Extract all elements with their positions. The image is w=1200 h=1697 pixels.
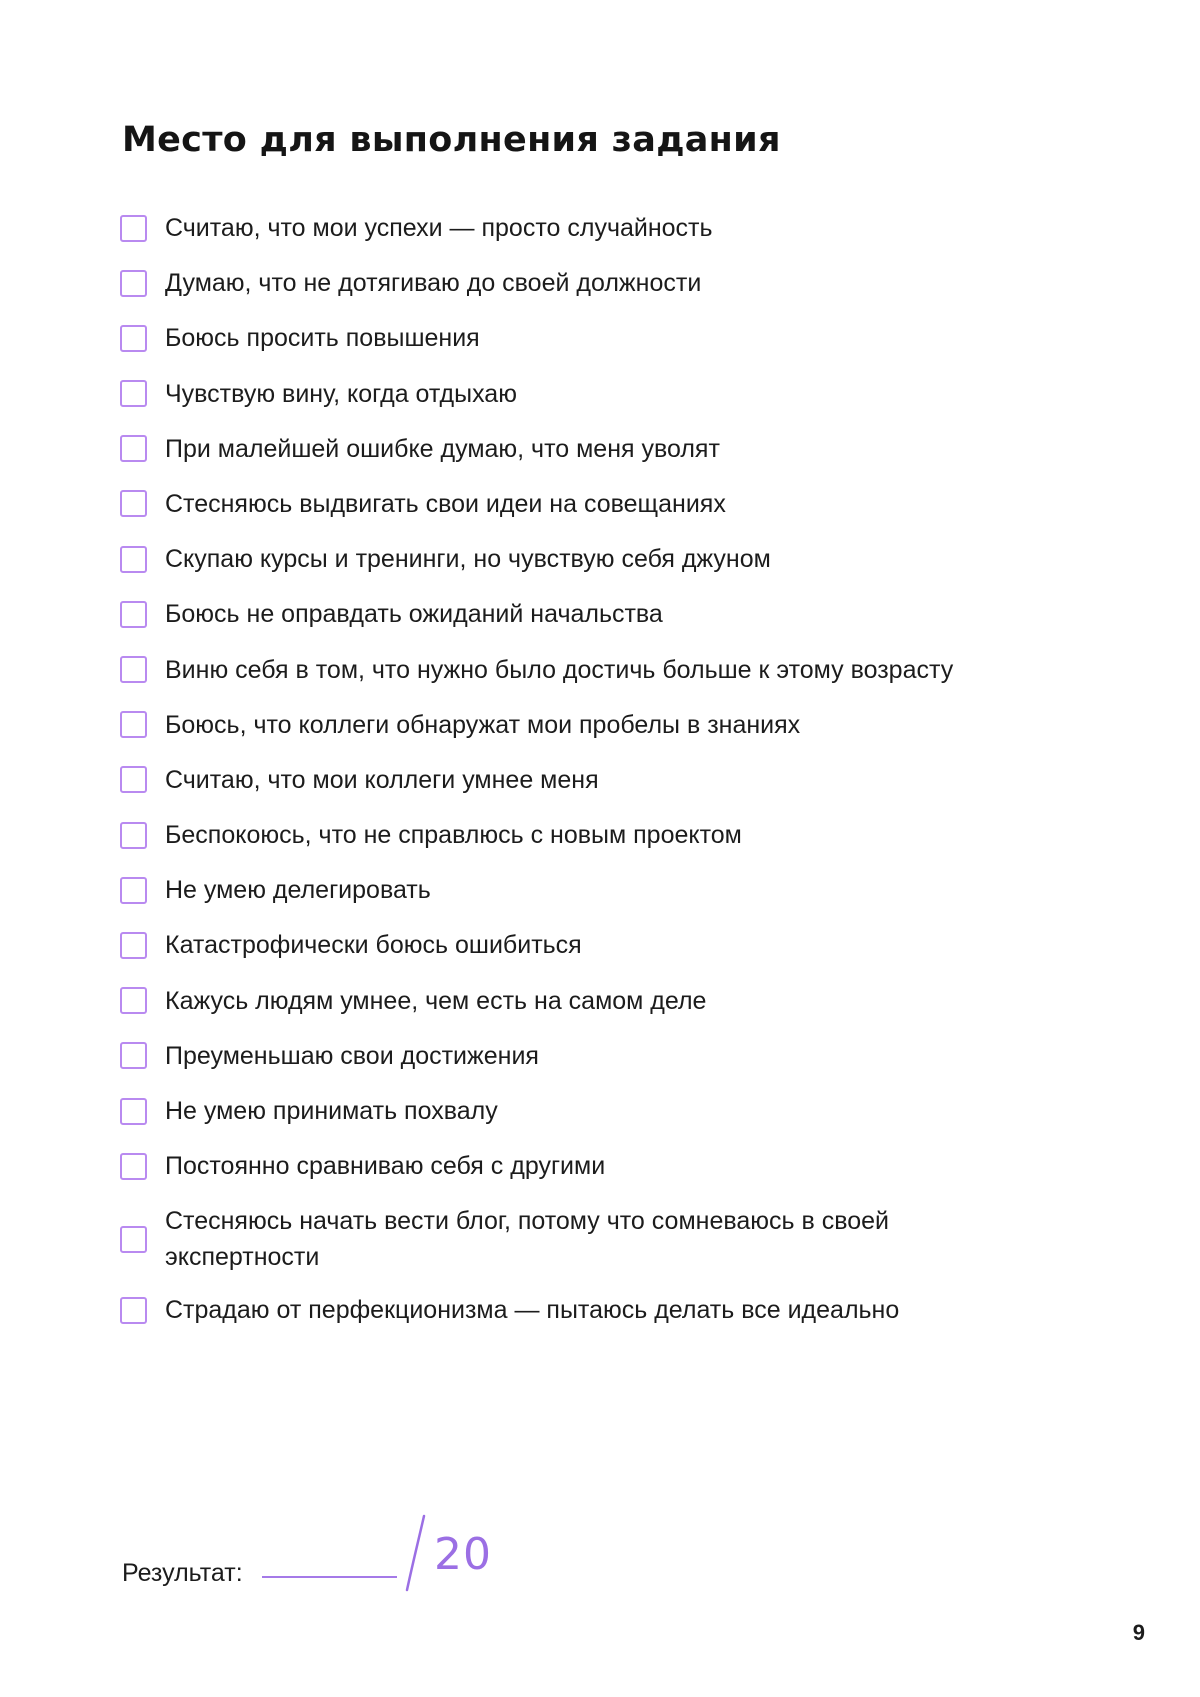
checkbox[interactable] bbox=[120, 656, 147, 683]
checkbox[interactable] bbox=[120, 270, 147, 297]
result-input-line[interactable] bbox=[262, 1576, 397, 1578]
checkbox[interactable] bbox=[120, 1153, 147, 1180]
checkbox[interactable] bbox=[120, 1098, 147, 1125]
page-title: Место для выполнения задания bbox=[122, 120, 781, 160]
checklist-item-label: Боюсь, что коллеги обнаружат мои пробелы в знаниях bbox=[165, 710, 801, 739]
checklist-item-label: Страдаю от перфекционизма — пытаюсь делать все идеально bbox=[165, 1296, 900, 1325]
checklist-item-label: Преуменьшаю свои достижения bbox=[165, 1041, 539, 1070]
checklist-item-label: Катастрофически боюсь ошибиться bbox=[165, 931, 582, 960]
checkbox[interactable] bbox=[120, 822, 147, 849]
checklist-item[interactable] bbox=[120, 652, 1080, 688]
checklist-item[interactable] bbox=[120, 983, 1080, 1019]
checklist-item-label: При малейшей ошибке думаю, что меня уволят bbox=[165, 434, 720, 463]
checkbox[interactable] bbox=[120, 380, 147, 407]
checklist-item-label: Считаю, что мои коллеги умнее меня bbox=[165, 765, 599, 794]
checkbox[interactable] bbox=[120, 546, 147, 573]
checklist-item-label: Боюсь просить повышения bbox=[165, 324, 480, 353]
checklist-item-label: Стесняюсь выдвигать свои идеи на совещаниях bbox=[165, 489, 726, 518]
result-score bbox=[398, 1510, 518, 1600]
checklist-item-label: Виню себя в том, что нужно было достичь больше к этому возрасту bbox=[165, 655, 954, 684]
checkbox[interactable] bbox=[120, 877, 147, 904]
checklist-item-label: Не умею принимать похвалу bbox=[165, 1097, 498, 1125]
checklist-item[interactable] bbox=[120, 762, 1080, 798]
checklist-item[interactable] bbox=[120, 320, 1080, 356]
checklist-item[interactable] bbox=[120, 1093, 1080, 1129]
checkbox[interactable] bbox=[120, 1226, 147, 1253]
checklist-item[interactable] bbox=[120, 431, 1080, 467]
checklist-item[interactable] bbox=[120, 210, 1080, 246]
checkbox[interactable] bbox=[120, 325, 147, 352]
checklist-item[interactable] bbox=[120, 817, 1080, 853]
checklist-item-label: Считаю, что мои успехи — просто случайность bbox=[165, 214, 713, 242]
checklist-item[interactable] bbox=[120, 872, 1080, 908]
checklist-item[interactable] bbox=[120, 486, 1080, 522]
checklist-item[interactable] bbox=[120, 1148, 1080, 1184]
checklist-item[interactable] bbox=[120, 1038, 1080, 1074]
checklist-item-label: Не умею делегировать bbox=[165, 876, 431, 905]
checklist-item[interactable] bbox=[120, 1292, 1080, 1328]
checklist-item[interactable] bbox=[120, 376, 1080, 412]
checkbox[interactable] bbox=[120, 1297, 147, 1324]
checklist-item[interactable] bbox=[120, 265, 1080, 301]
checklist bbox=[120, 210, 1080, 1348]
checkbox[interactable] bbox=[120, 987, 147, 1014]
checkbox[interactable] bbox=[120, 435, 147, 462]
checklist-item[interactable] bbox=[120, 596, 1080, 632]
checkbox[interactable] bbox=[120, 215, 147, 242]
result-block bbox=[122, 1510, 522, 1610]
checklist-item[interactable] bbox=[120, 541, 1080, 577]
checkbox[interactable] bbox=[120, 1042, 147, 1069]
checklist-item-label: Думаю, что не дотягиваю до своей должности bbox=[165, 269, 702, 298]
checklist-item-label: Чувствую вину, когда отдыхаю bbox=[165, 379, 517, 408]
checklist-item-label: Боюсь не оправдать ожиданий начальства bbox=[165, 600, 663, 629]
checkbox[interactable] bbox=[120, 932, 147, 959]
checklist-item-label: Кажусь людям умнее, чем есть на самом деле bbox=[165, 986, 707, 1015]
checkbox[interactable] bbox=[120, 766, 147, 793]
checkbox[interactable] bbox=[120, 711, 147, 738]
result-label: Результат: bbox=[122, 1559, 243, 1587]
checklist-item[interactable] bbox=[120, 1203, 1080, 1275]
checklist-item-label: Постоянно сравниваю себя с другими bbox=[165, 1152, 606, 1181]
result-total: 20 bbox=[434, 1529, 492, 1580]
checklist-item-label: Беспокоюсь, что не справлюсь с новым проектом bbox=[165, 821, 742, 850]
checkbox[interactable] bbox=[120, 601, 147, 628]
checklist-item[interactable] bbox=[120, 927, 1080, 963]
page-number: 9 bbox=[1132, 1620, 1145, 1645]
checkbox[interactable] bbox=[120, 490, 147, 517]
checklist-item-label: Скупаю курсы и тренинги, но чувствую себя джуном bbox=[165, 545, 771, 574]
checklist-item[interactable] bbox=[120, 707, 1080, 743]
checklist-item-label: Стесняюсь начать вести блог, потому что сомневаюсь в своей экспертности bbox=[165, 1207, 889, 1272]
